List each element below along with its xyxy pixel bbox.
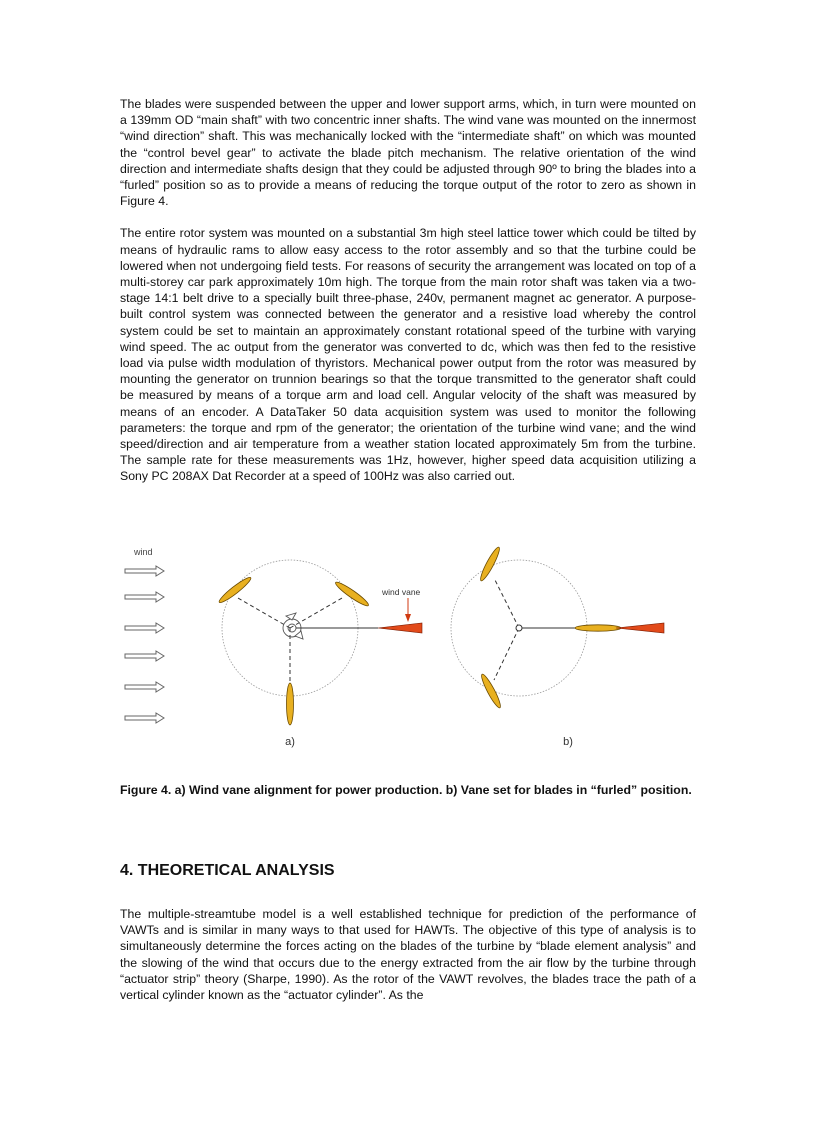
wind-label: wind <box>134 547 153 557</box>
wind-arrows <box>125 566 164 723</box>
paragraph-blade-suspension: The blades were suspended between the upper and lower support arms, which, in turn were mounted on a 139mm OD “main shaft” with two concentric inner shafts. The wind vane was mounted on the innermost “wind direction” shaft. This was mechanically locked with the “intermediate shaft” on which was mounted the “control bevel gear” to activate the blade pitch mechanism. The relative orientation of the wind direction and intermediate shafts design that they could be adjusted through 90º to bring the blades into a “furled” position so as to provide a means of reducing the torque output of the rotor to zero as shown in Figure 4. <box>120 97 696 209</box>
blade-a2 <box>334 580 371 609</box>
section-heading: 4. THEORETICAL ANALYSIS <box>120 862 335 879</box>
figure-4 <box>116 538 700 758</box>
figure-caption: Figure 4. a) Wind vane alignment for power production. b) Vane set for blades in “furled” position. <box>120 783 692 797</box>
panel-b-rotor <box>451 546 664 748</box>
panel-a-label: a) <box>285 736 295 748</box>
vane-pointer-icon <box>405 614 411 622</box>
panel-b-label: b) <box>563 736 573 748</box>
wind-arrow-icon <box>125 713 164 723</box>
wind-vane-b <box>616 623 664 633</box>
blade-b1 <box>478 546 502 583</box>
wind-arrow-icon <box>125 682 164 692</box>
wind-arrow-icon <box>125 651 164 661</box>
panel-a-rotor <box>217 560 422 748</box>
wind-arrow-icon <box>125 623 164 633</box>
blade-a1 <box>217 575 253 605</box>
body-text <box>120 96 696 485</box>
support-arm-a1 <box>238 598 290 628</box>
wind-vane-label: wind vane <box>382 587 421 597</box>
blade-a3 <box>287 683 294 725</box>
blade-b3 <box>575 625 621 631</box>
support-arm-a2 <box>290 598 342 628</box>
support-arm-b1 <box>494 578 519 628</box>
blade-b2 <box>479 673 503 710</box>
wind-vane-a <box>378 623 422 633</box>
paragraph-rotor-system: The entire rotor system was mounted on a substantial 3m high steel lattice tower which could be tilted by means of hydraulic rams to allow easy access to the rotor assembly and so that the turbine could be lowered when not undergoing field tests. For reasons of security the arrangement was located on top of a multi-storey car park approximately 10m high. The torque from the main rotor shaft was taken via a two-stage 14:1 belt drive to a specially built three-phase, 240v, permanent magnet ac generator. A purpose-built control system was connected between the generator and a resistive load whereby the control system could be set to maintain an approximately constant rotational speed of the turbine with varying wind speed. The ac output from the generator was converted to dc, which was then fed to the resistive load via pulse width modulation of thyristors. Mechanical power output from the rotor was measured by mounting the generator on trunnion bearings so that the torque transmitted to the generator shaft could be measured by means of a torque arm and load cell. Angular velocity of the shaft was measured by means of an encoder. A DataTaker 50 data acquisition system was used to monitor the following parameters: the torque and rpm of the generator; the orientation of the turbine wind vane; and the wind speed/direction and air temperature from a weather station located approximately 5m from the turbine. The sample rate for these measurements was 1Hz, however, higher speed data acquisition utilizing a Sony PC 208AX Dat Recorder at a speed of 100Hz was also carried out. <box>120 226 696 484</box>
paragraph-streamtube-model: The multiple-streamtube model is a well established technique for prediction of the performance of VAWTs and is similar in many ways to that used for HAWTs. The objective of this type of analysis is to simultaneously determine the forces acting on the blades of the turbine by “blade element analysis” and the slowing of the wind that occurs due to the energy extracted from the air flow by the turbine through “actuator strip” theory (Sharpe, 1990). As the rotor of the VAWT revolves, the blades trace the path of a vertical cylinder known as the “actuator cylinder”. As the <box>120 907 696 1003</box>
rotor-hub-b <box>516 625 522 631</box>
section-body <box>120 906 696 1003</box>
wind-arrow-icon <box>125 592 164 602</box>
figure-4-diagram <box>116 538 700 758</box>
wind-arrow-icon <box>125 566 164 576</box>
support-arm-b2 <box>494 628 519 680</box>
